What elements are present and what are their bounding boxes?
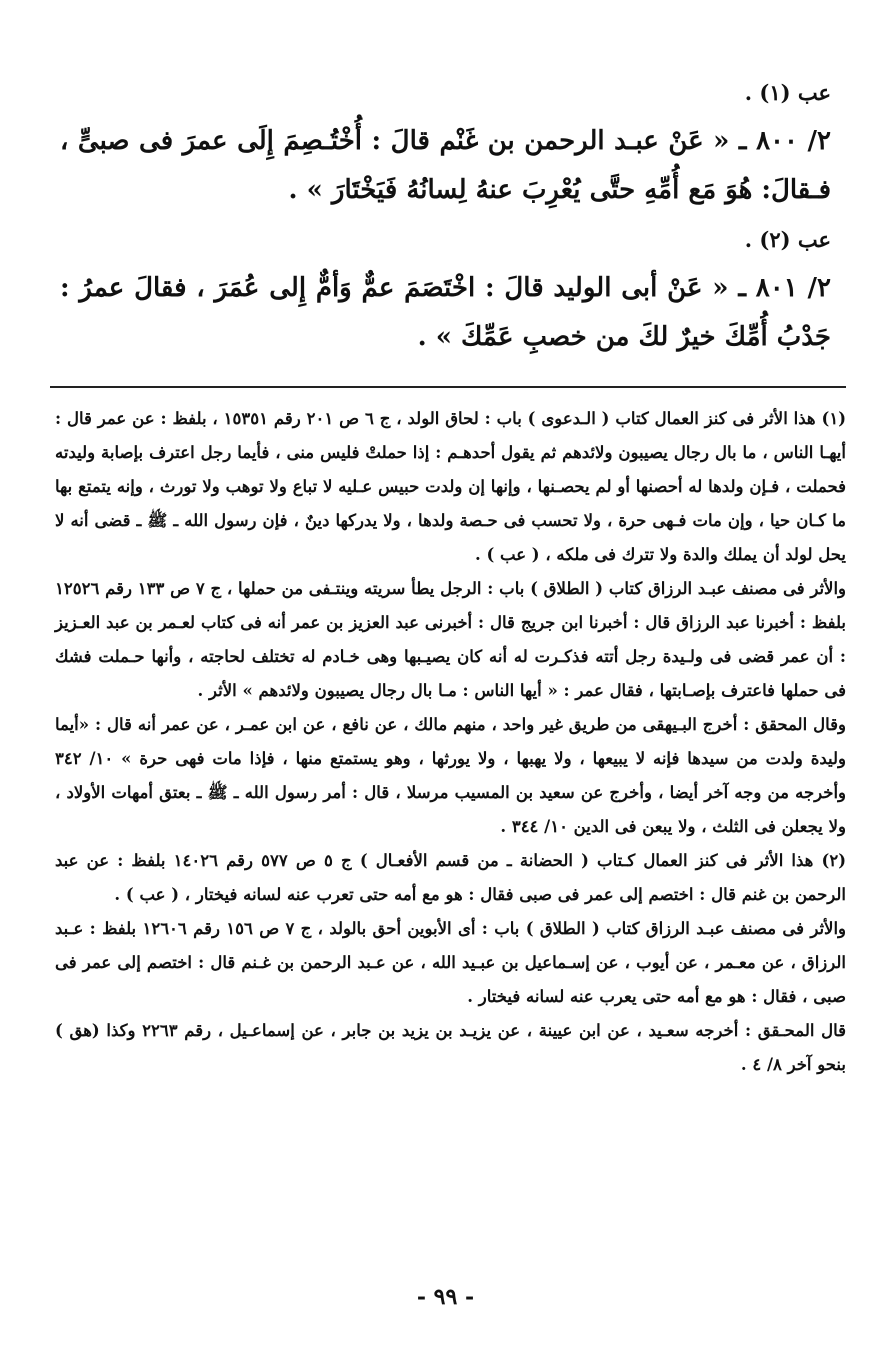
- footnote-2-verifier-note: قال المحـقق : أخرجه سعـيد ، عن ابن عيينة ، عن يزيـد بن يزيد بن جابر ، عن إسماعـيل ، رقم ٢٢٦٣ وكذا (هق ) بنحو آخر ٨/ ٤ .: [55, 1021, 846, 1074]
- source-ref-2: عب (٢) .: [744, 227, 831, 252]
- footnote-1: (١) هذا الأثر فى كنز العمال كتاب ( الـدعوى ) باب : لحاق الولد ، ج ٦ ص ٢٠١ رقم ١٥٣٥١ ، بلفظ : عن عمر قال : أيهـا الناس ، ما بال رجال يصيبون ولائدهم ثم يقول أحدهـم : إذا حملتْ فليس منى ، فأيما رجل اعترف بإصابة وليدته فحملت ، فـإن ولدها له أحصنها أو لم يحصـنها ، وإنها إن ولدت حبيس عـليه لا تباع ولا توهب ولا تورث ، وإنه يتمتع بها ما كـان حيا ، وإن مات فـهى حرة ، ولا تحسب فى حـصة ولدها ، ولا يدركها دينٌ ، فإن رسول الله ـ ﷺ ـ قضى أنه لا يحل لولد أن يملك والدة ولا تترك فى ملكه ، ( عب ) .: [55, 409, 847, 564]
- narration-801: ٢/ ٨٠١ ـ « عَنْ أبى الوليد قالَ : اخْتَصَمَ عمٌّ وَأمٌّ إِلى عُمَرَ ، فقالَ عمرُ : جَدْبُ أُمِّكَ خيرٌ لكَ من خصبِ عَمِّكَ » .: [60, 273, 831, 352]
- footnote-divider: [50, 386, 846, 388]
- page-number: - ٩٩ -: [416, 1284, 475, 1310]
- footnote-2: (٢) هذا الأثر فى كنز العمال كـتاب ( الحضانة ـ من قسم الأفعـال ) ج ٥ ص ٥٧٧ رقم ١٤٠٢٦ بلفظ : عن عبد الرحمن بن غنم قال : اختصم إلى عمر فى صبى فقال : هو مع أمه حتى تعرب عنه لسانه فيختار ، ( عب ) .: [55, 851, 847, 904]
- narration-800: ٢/ ٨٠٠ ـ « عَنْ عبـد الرحمن بن غَنْم قالَ : أُخْتُـصِمَ إِلَى عمرَ فى صبىٍّ ، فـقالَ: هُوَ مَع أُمِّهِ حتَّى يُعْرِبَ عنهُ لِسانُهُ فَيَخْتَارَ » .: [60, 126, 831, 205]
- main-text: [60, 68, 831, 362]
- footnote-1-verifier-note: وقال المحقق : أخرج البـيهقى من طريق غير واحد ، منهم مالك ، عن نافع ، عن ابن عمـر ، عن عمر أنه قال : «أيما وليدة ولدت من سيدها فإنه لا يبيعها ، ولا يهبها ، ولا يورثها ، وهو يستمتع منها ، فإذا مات فهى حرة » ١٠/ ٣٤٢ وأخرجه من وجه آخر أيضا ، وأخرج عن سعيد بن المسيب مرسلا ، قال : أمر رسول الله ـ ﷺ ـ بعتق أمهات الأولاد ، ولا يجعلن فى الثلث ، ولا يبعن فى الدين ١٠/ ٣٤٤ .: [55, 715, 846, 836]
- footnote-2-continuation: والأثر فى مصنف عبـد الرزاق كتاب ( الطلاق ) باب : أى الأبوين أحق بالولد ، ج ٧ ص ١٥٦ رقم ١٢٦٠٦ بلفظ : عـبد الرزاق ، عن معـمر ، عن أيوب ، عن إسـماعيل بن عبـيد الله ، عن عـبد الرحمن بن غـنم قال : اختصم إلى عمر فى صبى ، فقال : هو مع أمه حتى يعرب عنه لسانه فيختار .: [55, 919, 847, 1006]
- source-ref-1: عب (١) .: [744, 80, 831, 105]
- footnote-1-continuation: والأثر فى مصنف عبـد الرزاق كتاب ( الطلاق ) باب : الرجل يطأ سريته وينتـفى من حملها ، ج ٧ ص ١٣٣ رقم ١٢٥٢٦ بلفظ : أخبرنا عبد الرزاق قال : أخبرنا ابن جريج قال : أخبرنى عبد العزيز بن عمر أنه فى كتاب لعـمر بن عبد العـزيز : أن عمر قضى فى ولـيدة رجل أتته فذكـرت له أنه كان يصيـبها وهى خـادم له تختلف لحاجته ، وأنها حـملت فشك فى حملها فاعترف بإصـابتها ، فقال عمر : « أيها الناس : مـا بال رجال يصيبون ولائدهم » الأثر .: [55, 579, 847, 700]
- footnotes: [55, 402, 846, 1082]
